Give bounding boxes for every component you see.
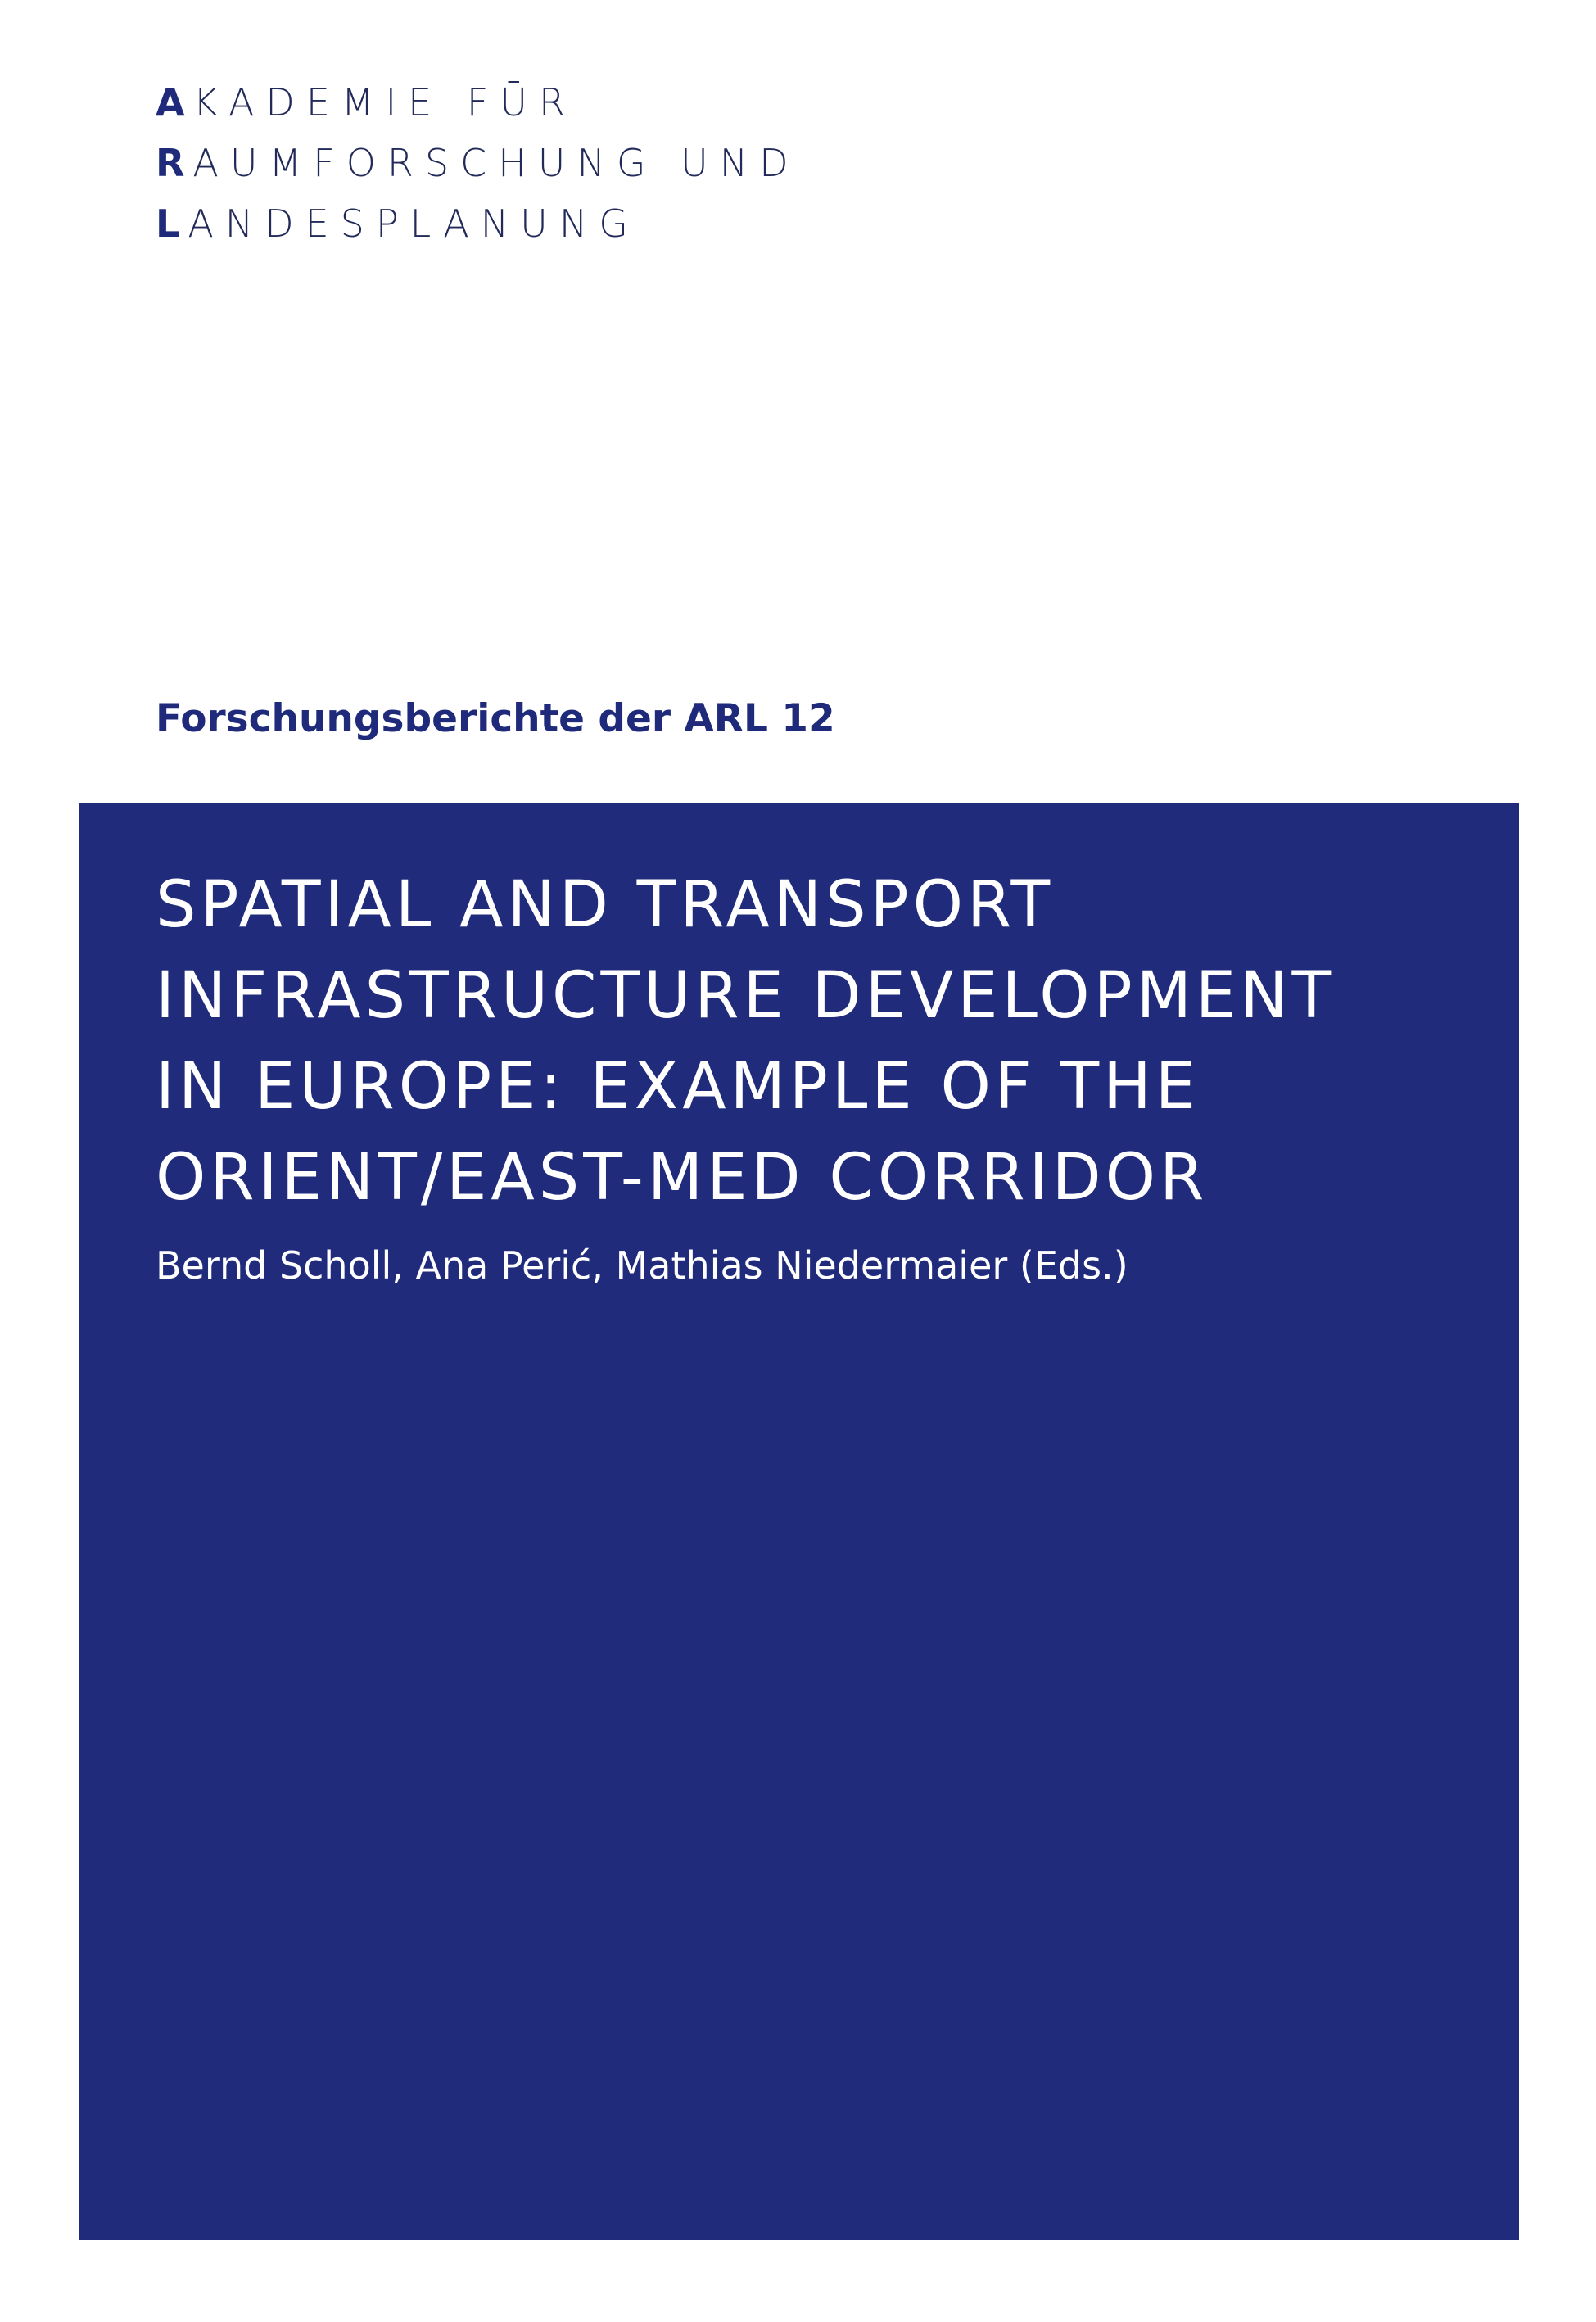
logo-text: AUMFORSCHUNG UND bbox=[192, 141, 800, 185]
publisher-logo bbox=[156, 72, 800, 254]
editors: Bernd Scholl, Ana Perić, Mathias Niedermaier (Eds.) bbox=[156, 1243, 1128, 1288]
title-line: IN EUROPE: EXAMPLE OF THE bbox=[156, 1050, 1200, 1124]
title-line: SPATIAL AND TRANSPORT bbox=[156, 868, 1055, 942]
logo-initial: L bbox=[156, 201, 188, 246]
title-line: INFRASTRUCTURE DEVELOPMENT bbox=[156, 959, 1336, 1033]
title-line: ORIENT/EAST-MED CORRIDOR bbox=[156, 1141, 1209, 1215]
cover-panel bbox=[79, 803, 1519, 2240]
logo-text: ANDESPLANUNG bbox=[188, 201, 640, 246]
logo-line-1 bbox=[156, 72, 800, 133]
series-title: Forschungsberichte der ARL 12 bbox=[156, 696, 835, 741]
logo-initial: A bbox=[156, 80, 193, 124]
logo-line-3 bbox=[156, 193, 800, 254]
logo-initial: R bbox=[156, 141, 193, 185]
book-title bbox=[156, 860, 1482, 1224]
logo-text: KADEMIE FŪR bbox=[192, 80, 576, 124]
logo-line-2 bbox=[156, 133, 800, 193]
